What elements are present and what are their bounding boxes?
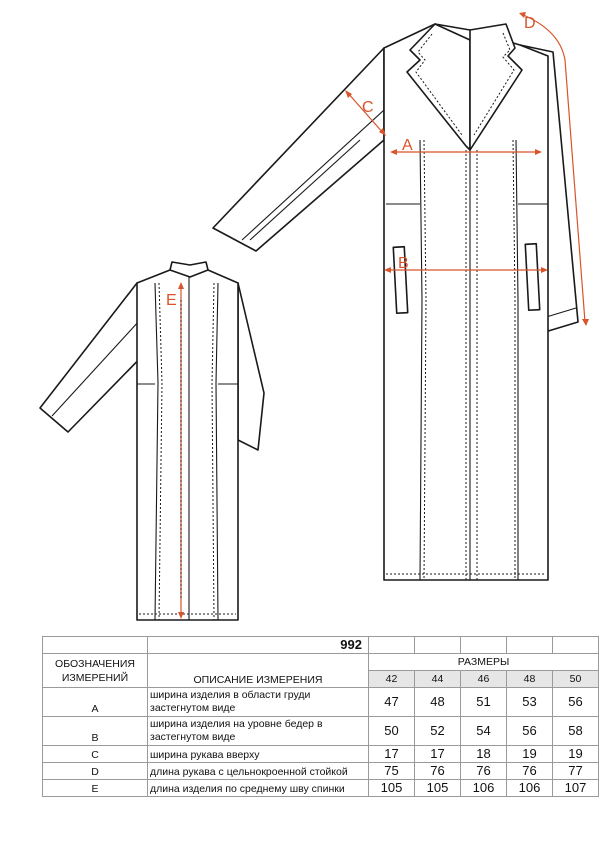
front-view: [213, 24, 578, 580]
article-number: 992: [148, 637, 369, 654]
measure-code: E: [43, 780, 148, 797]
measure-value: 105: [415, 780, 461, 797]
measure-value: 106: [461, 780, 507, 797]
measure-value: 56: [553, 688, 599, 717]
table-row: [43, 746, 599, 763]
measure-description: ширина изделия в области груди застегнутом виде: [148, 688, 369, 717]
table-row: [43, 780, 599, 797]
measure-value: 52: [415, 717, 461, 746]
sizes-header: РАЗМЕРЫ: [369, 654, 599, 671]
table-row: [43, 717, 599, 746]
label-e: E: [166, 292, 177, 309]
measure-value: 19: [553, 746, 599, 763]
back-view: [40, 262, 264, 620]
measure-value: 75: [369, 763, 415, 780]
measure-value: 47: [369, 688, 415, 717]
measure-value: 51: [461, 688, 507, 717]
measure-description: длина изделия по среднему шву спинки: [148, 780, 369, 797]
back-body: [137, 270, 238, 620]
measure-value: 19: [507, 746, 553, 763]
table-row: [43, 763, 599, 780]
measure-description: ширина рукава вверху: [148, 746, 369, 763]
measure-value: 17: [369, 746, 415, 763]
measure-value: 17: [415, 746, 461, 763]
measure-value: 56: [507, 717, 553, 746]
back-right-sleeve: [238, 283, 264, 450]
measure-value: 76: [415, 763, 461, 780]
codes-header: ОБОЗНАЧЕНИЯ ИЗМЕРЕНИЙ: [43, 654, 148, 688]
measure-description: ширина изделия на уровне бедер в застегнутом виде: [148, 717, 369, 746]
measure-value: 54: [461, 717, 507, 746]
size-cell: 46: [461, 671, 507, 688]
measure-value: 50: [369, 717, 415, 746]
label-d: D: [524, 15, 536, 32]
measure-value: 106: [507, 780, 553, 797]
table-header-row: [43, 654, 599, 671]
measure-value: 48: [415, 688, 461, 717]
measure-code: A: [43, 688, 148, 717]
measure-value: 77: [553, 763, 599, 780]
measure-value: 76: [507, 763, 553, 780]
measure-value: 18: [461, 746, 507, 763]
table-title-row: [43, 637, 599, 654]
label-c: C: [362, 99, 374, 116]
measure-value: 76: [461, 763, 507, 780]
description-header: ОПИСАНИЕ ИЗМЕРЕНИЯ: [148, 654, 369, 688]
measure-value: 58: [553, 717, 599, 746]
label-b: B: [398, 255, 409, 272]
front-right-pocket: [525, 244, 539, 310]
size-cell: 42: [369, 671, 415, 688]
label-a: A: [402, 137, 413, 154]
measure-value: 53: [507, 688, 553, 717]
measure-code: D: [43, 763, 148, 780]
size-cell: 50: [553, 671, 599, 688]
measure-code: B: [43, 717, 148, 746]
measure-description: длина рукава с цельнокроенной стойкой: [148, 763, 369, 780]
table-row: [43, 688, 599, 717]
front-left-sleeve: [213, 48, 384, 251]
size-cell: 44: [415, 671, 461, 688]
measurement-table: [42, 636, 599, 797]
measure-value: 105: [369, 780, 415, 797]
measure-code: C: [43, 746, 148, 763]
size-cell: 48: [507, 671, 553, 688]
measure-value: 107: [553, 780, 599, 797]
